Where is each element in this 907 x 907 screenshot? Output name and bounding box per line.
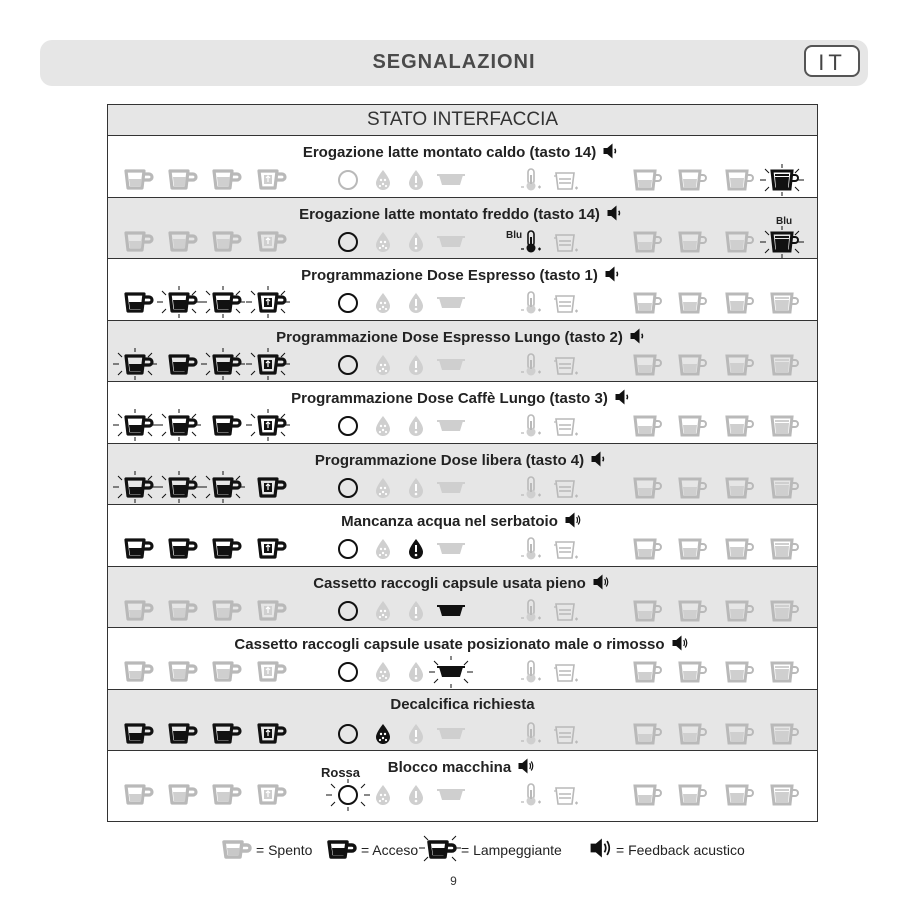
descale-drop-icon <box>365 289 401 317</box>
row-icons <box>108 781 817 809</box>
row-icons <box>108 228 817 256</box>
color-tag: Blu <box>776 215 793 227</box>
row-icons <box>108 535 817 563</box>
table-title: STATO INTERFACCIA <box>108 105 817 136</box>
milk-cup-2-icon <box>673 720 709 748</box>
legend-on <box>323 834 418 866</box>
water-alert-icon <box>398 781 434 809</box>
status-table <box>107 104 818 822</box>
milk-cup-1-icon <box>628 781 664 809</box>
milk-cup-1-icon <box>628 228 664 256</box>
caffe-lungo-cup-icon <box>208 166 244 194</box>
temperature-icon <box>513 166 549 194</box>
row-icons <box>108 474 817 502</box>
row-label: Programmazione Dose Espresso Lungo (tasto 2) <box>276 328 623 346</box>
milk-cup-2-icon <box>673 597 709 625</box>
water-alert-icon <box>398 289 434 317</box>
descale-drop-icon <box>365 412 401 440</box>
capsule-drawer-icon <box>433 781 469 809</box>
water-alert-icon <box>398 597 434 625</box>
table-row <box>108 136 817 198</box>
legend-blink-label: = Lampeggiante <box>461 842 562 858</box>
speaker-icon <box>600 142 622 160</box>
temperature-icon <box>513 535 549 563</box>
power-ring-icon <box>330 351 366 379</box>
milk-cup-1-icon <box>628 289 664 317</box>
row-icons <box>108 351 817 379</box>
espresso-cup-icon <box>120 597 156 625</box>
milk-cup-4-icon <box>765 720 801 748</box>
row-title <box>108 573 817 592</box>
milk-cup-2-icon <box>673 412 709 440</box>
table-row <box>108 321 817 383</box>
caffe-lungo-cup-icon <box>208 781 244 809</box>
water-alert-icon <box>398 535 434 563</box>
capsule-drawer-icon <box>433 597 469 625</box>
caffe-lungo-cup-icon <box>208 597 244 625</box>
table-row <box>108 628 817 690</box>
table-row <box>108 382 817 444</box>
milk-cup-4-icon <box>765 166 801 194</box>
milk-cup-2-icon <box>673 351 709 379</box>
cup-off-icon <box>218 833 254 868</box>
free-dose-cup-icon <box>253 166 289 194</box>
legend-blink <box>423 834 562 866</box>
espresso-lungo-cup-icon <box>164 474 200 502</box>
temperature-icon <box>513 474 549 502</box>
language-badge: IT <box>804 45 860 77</box>
row-title <box>108 511 817 530</box>
row-label: Blocco macchina <box>387 759 512 776</box>
milk-cup-4-icon <box>765 597 801 625</box>
espresso-cup-icon <box>120 535 156 563</box>
row-icons <box>108 289 817 317</box>
capsule-drawer-icon <box>433 720 469 748</box>
milk-cup-1-icon <box>628 720 664 748</box>
caffe-lungo-cup-icon <box>208 535 244 563</box>
espresso-lungo-cup-icon <box>164 781 200 809</box>
milk-cup-1-icon <box>628 597 664 625</box>
page-header <box>40 40 868 86</box>
free-dose-cup-icon <box>253 658 289 686</box>
milk-cup-3-icon <box>720 597 756 625</box>
milk-froth-icon <box>548 412 584 440</box>
speaker-icon <box>602 265 624 283</box>
legend-on-label: = Acceso <box>361 842 419 858</box>
descale-drop-icon <box>365 474 401 502</box>
row-label: Programmazione Dose libera (tasto 4) <box>314 451 585 469</box>
milk-cup-2-icon <box>673 228 709 256</box>
milk-cup-3-icon <box>720 351 756 379</box>
temperature-icon <box>513 781 549 809</box>
milk-cup-2-icon <box>673 474 709 502</box>
espresso-cup-icon <box>120 781 156 809</box>
capsule-drawer-icon <box>433 658 469 686</box>
row-icons <box>108 597 817 625</box>
row-label: Programmazione Dose Espresso (tasto 1) <box>301 267 598 284</box>
temperature-icon <box>513 597 549 625</box>
power-ring-icon <box>330 720 366 748</box>
water-alert-icon <box>398 412 434 440</box>
milk-cup-1-icon <box>628 658 664 686</box>
milk-cup-3-icon <box>720 658 756 686</box>
espresso-cup-icon <box>120 166 156 194</box>
row-icons <box>108 166 817 194</box>
row-label: Cassetto raccogli capsule usata pieno <box>313 574 586 592</box>
row-title <box>108 327 817 346</box>
caffe-lungo-cup-icon <box>208 474 244 502</box>
row-title <box>108 450 817 469</box>
temperature-icon <box>513 412 549 440</box>
table-row <box>108 259 817 321</box>
power-ring-icon <box>330 228 366 256</box>
milk-cup-3-icon <box>720 781 756 809</box>
legend-off <box>218 834 312 866</box>
capsule-drawer-icon <box>433 535 469 563</box>
milk-cup-1-icon <box>628 535 664 563</box>
water-alert-icon <box>398 166 434 194</box>
table-row <box>108 690 817 752</box>
power-ring-icon <box>330 658 366 686</box>
row-title <box>108 757 817 776</box>
milk-cup-2-icon <box>673 289 709 317</box>
power-ring-icon <box>330 781 366 809</box>
milk-froth-icon <box>548 289 584 317</box>
milk-cup-3-icon <box>720 289 756 317</box>
speaker-icon <box>515 757 537 775</box>
milk-cup-3-icon <box>720 412 756 440</box>
milk-cup-4-icon <box>765 474 801 502</box>
free-dose-cup-icon <box>253 412 289 440</box>
capsule-drawer-icon <box>433 412 469 440</box>
power-ring-icon <box>330 166 366 194</box>
free-dose-cup-icon <box>253 474 289 502</box>
water-alert-icon <box>398 351 434 379</box>
capsule-drawer-icon <box>433 351 469 379</box>
milk-cup-2-icon <box>673 781 709 809</box>
free-dose-cup-icon <box>253 289 289 317</box>
caffe-lungo-cup-icon <box>208 412 244 440</box>
descale-drop-icon <box>365 228 401 256</box>
row-icons <box>108 658 817 686</box>
row-label: Decalcifica richiesta <box>390 695 535 713</box>
row-title <box>108 696 817 713</box>
espresso-lungo-cup-icon <box>164 597 200 625</box>
milk-froth-icon <box>548 658 584 686</box>
milk-froth-icon <box>548 597 584 625</box>
milk-cup-3-icon <box>720 228 756 256</box>
capsule-drawer-icon <box>433 474 469 502</box>
milk-cup-4-icon <box>765 351 801 379</box>
espresso-lungo-cup-icon <box>164 289 200 317</box>
temperature-icon <box>513 658 549 686</box>
milk-cup-1-icon <box>628 474 664 502</box>
caffe-lungo-cup-icon <box>208 658 244 686</box>
row-label: Cassetto raccogli capsule usate posizionato male o rimosso <box>234 636 665 653</box>
milk-cup-3-icon <box>720 474 756 502</box>
color-tag: Blu <box>506 229 523 241</box>
milk-froth-icon <box>548 535 584 563</box>
milk-cup-4-icon <box>765 535 801 563</box>
speaker-icon <box>562 511 584 529</box>
speaker-icon <box>627 327 649 345</box>
milk-cup-1-icon <box>628 166 664 194</box>
descale-drop-icon <box>365 166 401 194</box>
page-number: 9 <box>450 874 457 888</box>
speaker-icon <box>669 634 691 652</box>
temperature-icon <box>513 289 549 317</box>
caffe-lungo-cup-icon <box>208 289 244 317</box>
temperature-icon <box>513 351 549 379</box>
espresso-cup-icon <box>120 658 156 686</box>
water-alert-icon <box>398 658 434 686</box>
speaker-icon <box>590 573 612 591</box>
espresso-cup-icon <box>120 289 156 317</box>
milk-froth-icon <box>548 781 584 809</box>
espresso-lungo-cup-icon <box>164 166 200 194</box>
free-dose-cup-icon <box>253 351 289 379</box>
free-dose-cup-icon <box>253 597 289 625</box>
milk-froth-icon <box>548 351 584 379</box>
cup-on-icon <box>323 833 359 868</box>
capsule-drawer-icon <box>433 289 469 317</box>
milk-cup-4-icon <box>765 658 801 686</box>
water-alert-icon <box>398 720 434 748</box>
row-title <box>108 388 817 407</box>
table-row <box>108 444 817 506</box>
page-title: SEGNALAZIONI <box>372 51 536 73</box>
espresso-lungo-cup-icon <box>164 351 200 379</box>
row-title <box>108 142 817 161</box>
caffe-lungo-cup-icon <box>208 720 244 748</box>
milk-froth-icon <box>548 228 584 256</box>
milk-cup-2-icon <box>673 166 709 194</box>
milk-cup-2-icon <box>673 658 709 686</box>
water-alert-icon <box>398 228 434 256</box>
legend-off-label: = Spento <box>256 842 313 858</box>
espresso-lungo-cup-icon <box>164 535 200 563</box>
power-ring-icon <box>330 412 366 440</box>
row-label: Erogazione latte montato caldo (tasto 14) <box>302 144 597 161</box>
milk-froth-icon <box>548 474 584 502</box>
row-title <box>108 204 817 223</box>
caffe-lungo-cup-icon <box>208 228 244 256</box>
row-label: Programmazione Dose Caffè Lungo (tasto 3) <box>291 390 608 407</box>
capsule-drawer-icon <box>433 228 469 256</box>
water-alert-icon <box>398 474 434 502</box>
speaker-icon <box>588 833 614 868</box>
power-ring-icon <box>330 474 366 502</box>
milk-cup-4-icon <box>765 412 801 440</box>
table-row <box>108 505 817 567</box>
milk-cup-2-icon <box>673 535 709 563</box>
descale-drop-icon <box>365 658 401 686</box>
free-dose-cup-icon <box>253 228 289 256</box>
milk-cup-1-icon <box>628 412 664 440</box>
espresso-lungo-cup-icon <box>164 412 200 440</box>
power-ring-icon <box>330 597 366 625</box>
descale-drop-icon <box>365 720 401 748</box>
power-ring-icon <box>330 535 366 563</box>
milk-froth-icon <box>548 166 584 194</box>
temperature-icon <box>513 720 549 748</box>
milk-cup-4-icon <box>765 781 801 809</box>
capsule-drawer-icon <box>433 166 469 194</box>
row-title <box>108 265 817 284</box>
legend-sound <box>588 834 745 866</box>
milk-cup-3-icon <box>720 720 756 748</box>
espresso-lungo-cup-icon <box>164 720 200 748</box>
espresso-cup-icon <box>120 474 156 502</box>
row-icons <box>108 720 817 748</box>
espresso-cup-icon <box>120 351 156 379</box>
table-row <box>108 567 817 629</box>
speaker-icon <box>604 204 626 222</box>
milk-cup-3-icon <box>720 166 756 194</box>
milk-cup-1-icon <box>628 351 664 379</box>
color-tag: Rossa <box>321 765 361 780</box>
legend <box>218 834 745 866</box>
row-label: Mancanza acqua nel serbatoio <box>341 513 558 530</box>
row-label: Erogazione latte montato freddo (tasto 14) <box>299 205 600 223</box>
descale-drop-icon <box>365 597 401 625</box>
free-dose-cup-icon <box>253 720 289 748</box>
espresso-cup-icon <box>120 720 156 748</box>
free-dose-cup-icon <box>253 535 289 563</box>
espresso-lungo-cup-icon <box>164 228 200 256</box>
speaker-icon <box>588 450 610 468</box>
milk-cup-4-icon <box>765 228 801 256</box>
milk-froth-icon <box>548 720 584 748</box>
milk-cup-4-icon <box>765 289 801 317</box>
espresso-cup-icon <box>120 412 156 440</box>
espresso-cup-icon <box>120 228 156 256</box>
row-icons <box>108 412 817 440</box>
legend-sound-label: = Feedback acustico <box>616 842 745 858</box>
milk-cup-3-icon <box>720 535 756 563</box>
row-title <box>108 634 817 653</box>
descale-drop-icon <box>365 535 401 563</box>
free-dose-cup-icon <box>253 781 289 809</box>
caffe-lungo-cup-icon <box>208 351 244 379</box>
cup-blink-icon <box>423 833 459 868</box>
descale-drop-icon <box>365 351 401 379</box>
table-row <box>108 198 817 260</box>
espresso-lungo-cup-icon <box>164 658 200 686</box>
power-ring-icon <box>330 289 366 317</box>
table-row <box>108 751 817 813</box>
descale-drop-icon <box>365 781 401 809</box>
speaker-icon <box>612 388 634 406</box>
